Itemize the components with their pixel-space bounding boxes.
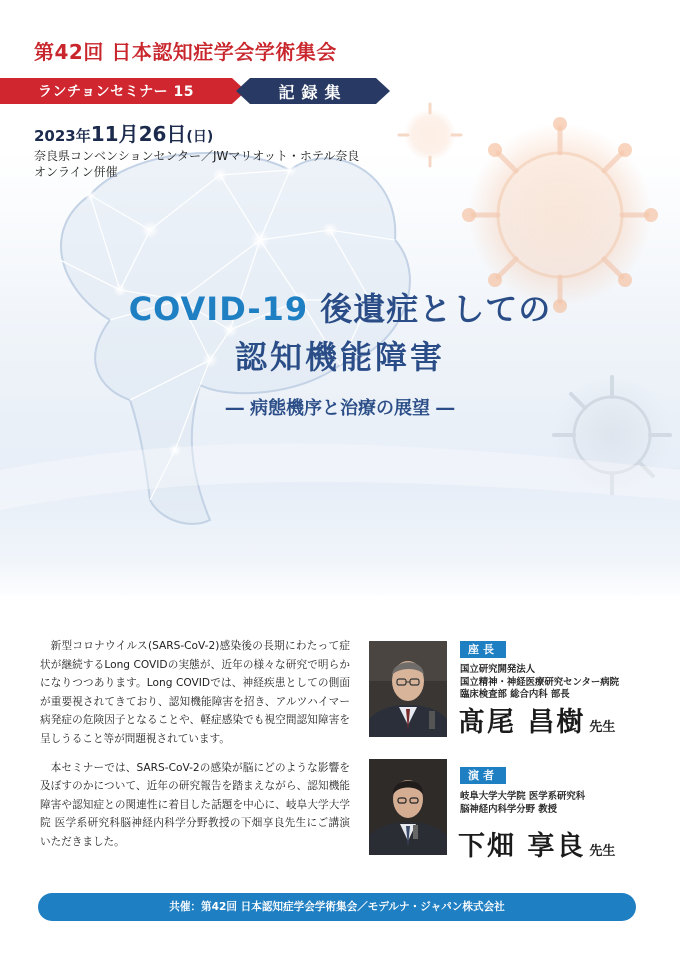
hero-fade <box>0 560 680 610</box>
speaker-affiliation <box>460 791 585 816</box>
chair-name <box>458 700 615 739</box>
venue: 奈良県コンベンションセンター／JWマリオット・ホテル奈良 <box>34 149 360 163</box>
title-covid: COVID-19 <box>128 290 309 328</box>
chair-affiliation <box>460 664 619 702</box>
main-title-line2: 認知機能障害 <box>234 338 445 376</box>
subtitle: ― 病態機序と治療の展望 ― <box>225 398 455 419</box>
main-title-line1 <box>0 284 680 330</box>
introduction-text <box>40 637 350 852</box>
intro-paragraph-2: 本セミナーでは、SARS-CoV-2の感染が脳にどのような影響を及ぼすのかについて、近年の研究報告を踏まえながら、認知機能障害や認知症との関連性に着目した話題を中心に、岐阜大学大学院 医学系研究科脳神経内科学分野教授の下畑享良先生にご講演いただきました。 <box>40 761 350 848</box>
date-year: 2023年 <box>34 127 91 145</box>
speaker-name <box>458 824 615 863</box>
chair-affiliation-line: 臨床検査部 総合内科 部長 <box>460 689 570 700</box>
intro-paragraph-1: 新型コロナウイルス(SARS-CoV-2)感染後の長期にわたって症状が継続するLong COVIDの実態が、近年の様々な研究で明らかになりつつあります。Long COVIDでは、神経疾患としての側面が重要視されてきており、認知機能障害を招き、アルツハイマー病発症の危険因子となることや、軽症感染でも視空間認知障害を呈しうること等が問題視されています。 <box>40 640 350 745</box>
speaker-affiliation-line: 脳神経内科学分野 教授 <box>460 803 558 815</box>
speaker-honorific: 先生 <box>589 844 616 859</box>
chair-affiliation-line: 国立精神・神経医療研究センター病院 <box>460 676 620 688</box>
chair-role-badge: 座長 <box>460 641 506 658</box>
chair-honorific: 先生 <box>589 720 616 735</box>
date-monthday: 11月26日 <box>90 122 187 146</box>
virus-icon-small <box>399 104 461 166</box>
chair-name-text: 髙尾 昌樹 <box>458 707 586 738</box>
seminar-label: ランチョンセミナー 15 <box>38 84 194 100</box>
date-weekday: (日) <box>186 129 214 145</box>
chair-photo <box>369 641 447 737</box>
record-label: 記録集 <box>278 83 348 102</box>
event-date <box>34 118 213 147</box>
speaker-photo <box>369 759 447 855</box>
title-sequela: 後遺症としての <box>320 290 552 328</box>
speaker-name-text: 下畑 享良 <box>458 831 586 862</box>
online-note: オンライン併催 <box>34 165 118 179</box>
speaker-affiliation-line: 岐阜大学大学院 医学系研究科 <box>460 791 586 802</box>
speaker-role-badge: 演者 <box>460 767 506 784</box>
chair-affiliation-line: 国立研究開発法人 <box>460 664 536 675</box>
conference-title: 第42回 日本認知症学会学術集会 <box>34 40 337 64</box>
cosponsor-bar: 共催：第42回 日本認知症学会学術集会／モデルナ・ジャパン株式会社 <box>38 893 636 921</box>
